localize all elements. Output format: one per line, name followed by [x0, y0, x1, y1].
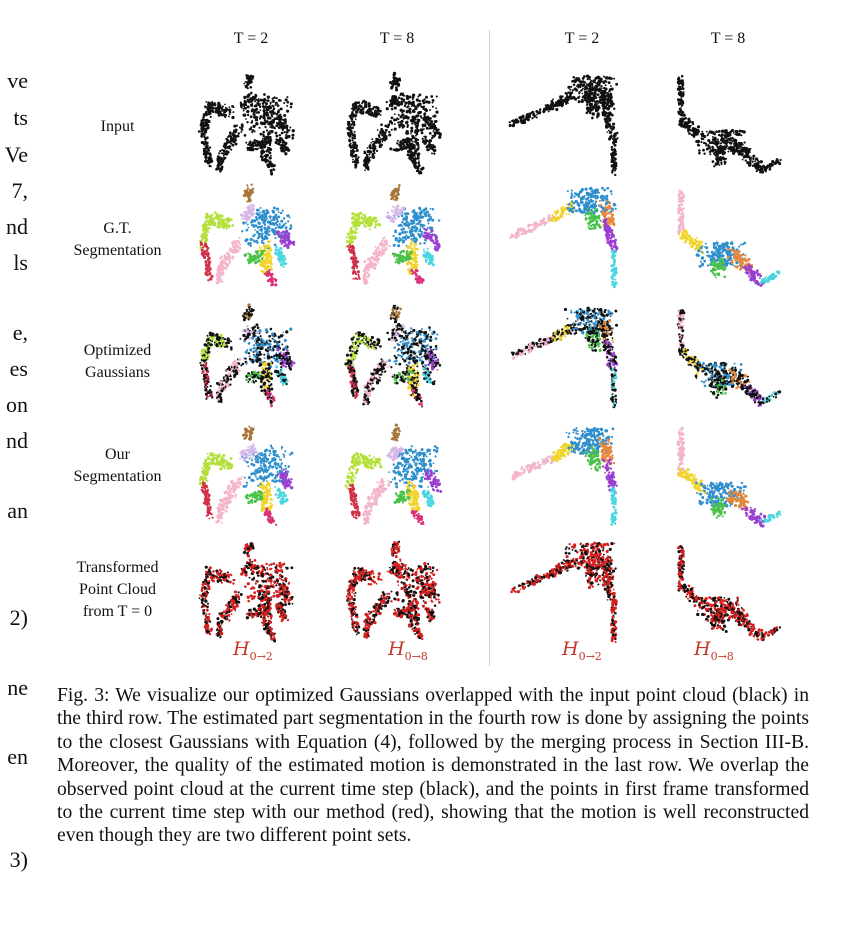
fragment: ts — [13, 105, 28, 130]
column-header: T = 8 — [710, 30, 746, 47]
h-subscript: 0→8 — [710, 649, 734, 663]
row-label-transformed-point-cloud — [55, 557, 180, 623]
row-label-line: Point Cloud — [79, 581, 156, 598]
gt-segmentation-image — [503, 180, 623, 292]
row-label-our-segmentation — [55, 444, 180, 488]
transform-label — [388, 638, 428, 663]
row-label-line: Gaussians — [85, 364, 150, 381]
optimized-gaussians-image — [670, 300, 790, 412]
transform-label — [694, 638, 734, 663]
fragment: es — [9, 356, 28, 381]
row-label-line: Our — [105, 446, 130, 463]
fragment: nd — [6, 214, 28, 239]
gt-segmentation-image — [193, 180, 313, 292]
figure-caption: Fig. 3: We visualize our optimized Gaussians overlapped with the input point cloud (black) in the third row. The estimated part segmentation in the fourth row is done by assigning the points to the closest Gaussians with Equation (4), followed by the merging process in Section III-B. Moreover, the quality of the estimated motion is demonstrated in the last row. We overlap the observed point cloud at the current time step (black), and the points in first frame transformed to the current time step with our method (red), showing that the motion is well reconstructed even though they are two different point sets. — [57, 685, 809, 847]
h-symbol: H — [694, 638, 711, 660]
fragment: 7, — [11, 178, 28, 203]
h-subscript: 0→2 — [578, 649, 602, 663]
row-label-line: G.T. — [103, 220, 132, 237]
row-label-input — [55, 116, 180, 138]
row-label-line: Optimized — [83, 342, 152, 359]
column-header: T = 2 — [233, 30, 269, 47]
fragment: nd — [6, 428, 28, 453]
transform-label — [562, 638, 602, 663]
our-segmentation-image — [340, 420, 460, 532]
our-segmentation-image — [670, 420, 790, 532]
our-segmentation-image — [503, 420, 623, 532]
column-divider — [489, 30, 490, 666]
row-label-gt-segmentation — [55, 218, 180, 262]
h-symbol: H — [388, 638, 405, 660]
fragment: en — [7, 744, 28, 769]
column-header: T = 2 — [564, 30, 600, 47]
gt-segmentation-image — [340, 180, 460, 292]
fragment: an — [7, 498, 28, 523]
transformed-cloud-image — [193, 535, 313, 647]
row-label-line: from T = 0 — [82, 603, 153, 620]
optimized-gaussians-image — [193, 300, 313, 412]
h-symbol: H — [233, 638, 250, 660]
fragment: 2) — [9, 605, 28, 630]
column-header: T = 8 — [379, 30, 415, 47]
our-segmentation-image — [193, 420, 313, 532]
transformed-cloud-image — [340, 535, 460, 647]
transformed-cloud-image — [503, 535, 623, 647]
row-label-line: Transformed — [76, 559, 159, 576]
input-cloud-image — [670, 68, 790, 180]
h-symbol: H — [562, 638, 579, 660]
optimized-gaussians-image — [340, 300, 460, 412]
fragment: 3) — [9, 847, 28, 872]
fragment: on — [6, 392, 28, 417]
input-cloud-image — [503, 68, 623, 180]
fragment: ne — [7, 675, 28, 700]
h-subscript: 0→8 — [404, 649, 428, 663]
row-label-line: Segmentation — [73, 242, 162, 259]
fragment: Ve — [4, 142, 28, 167]
row-label-line: Segmentation — [73, 468, 162, 485]
transformed-cloud-image — [670, 535, 790, 647]
fragment: ls — [13, 250, 28, 275]
row-label-line: Input — [100, 118, 135, 135]
transform-label — [233, 638, 273, 663]
optimized-gaussians-image — [503, 300, 623, 412]
input-cloud-image — [340, 68, 460, 180]
input-cloud-image — [193, 68, 313, 180]
fragment: e, — [12, 320, 28, 345]
h-subscript: 0→2 — [249, 649, 273, 663]
row-label-optimized-gaussians — [55, 340, 180, 384]
left-column-fragments — [0, 0, 28, 927]
fragment: ve — [7, 68, 28, 93]
gt-segmentation-image — [670, 180, 790, 292]
